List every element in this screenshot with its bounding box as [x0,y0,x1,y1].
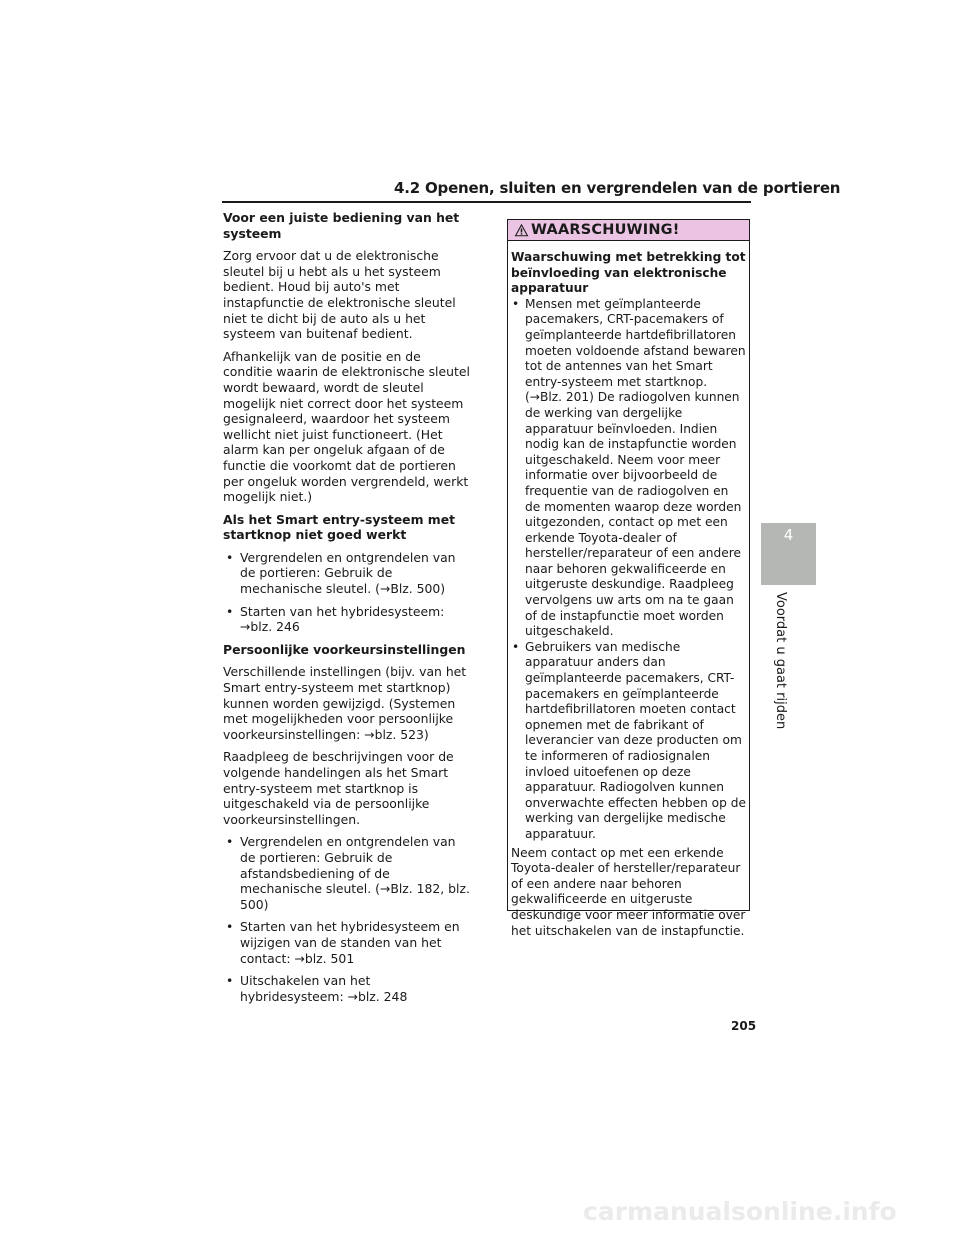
list-item-text: Starten van het hybridesysteem: →blz. 246 [240,603,445,635]
bullet-marker: • [512,296,520,311]
list-item [511,640,746,843]
list-item-text: Vergrendelen en ontgrendelen van de portieren: Gebruik de mechanische sleutel. (→Blz. 500) [240,549,456,597]
warning-triangle-icon [514,223,529,237]
page-number: 205 [731,1019,757,1033]
warning-header [508,220,749,241]
list-item-text: Mensen met geïmplanteerde pacemakers, CRT-pacemakers of geïmplanteerde hartdefibrillatoren moeten voldoende afstand bewaren tot de antennes van het Smart entry-systeem met startknop. (→Blz. 201) De radiogolven kunnen de werking van dergelijke apparatuur beïnvloeden. Indien nodig kan de instapfunctie worden uitgeschakeld. Neem voor meer informatie over bijvoorbeeld de frequentie van de radiogolven en de momenten waarop deze worden uitgezonden, contact op met een erkende Toyota-dealer of hersteller/reparateur of een andere naar behoren gekwalificeerde en uitgeruste deskundige. Raadpleeg vervolgens uw arts om na te gaan of de instapfunctie moet worden uitgeschakeld. [525,296,746,639]
heading-system-malfunction: Als het Smart entry-systeem met startknop niet goed werkt [223,511,456,543]
chapter-label: Voordat u gaat rijden [773,592,788,730]
list-item-text: Starten van het hybridesysteem en wijzigen van de standen van het contact: →blz. 501 [240,919,460,966]
list-item [223,550,473,597]
warning-box [507,219,750,938]
bullet-marker: • [226,603,234,619]
paragraph-key-position: Afhankelijk van de positie en de conditie waarin de elektronische sleutel wordt bewaard, wordt de sleutel mogelijk niet correct door het systeem gesignaleerd, waardoor het systeem wellicht niet juist functioneert. (Het alarm kan per ongeluk afgaan of de functie die voorkomt dat de portieren per ongeluk worden vergrendeld, werkt mogelijk niet.) [223,348,470,505]
list-item-text: Uitschakelen van het hybridesysteem: →blz. 248 [240,973,408,1004]
header-rule [222,201,751,203]
warning-title: WAARSCHUWING! [531,222,680,238]
paragraph-settings-reference: Raadpleeg de beschrijvingen voor de volgende handelingen als het Smart entry-systeem met startknop is uitgeschakeld via de persoonlijke voorkeursinstellingen. [223,749,454,827]
warning-body [508,241,749,939]
paragraph-settings-change: Verschillende instellingen (bijv. van het Smart entry-systeem met startknop) kunnen worden gewijzigd. (Systemen met mogelijkheden voor persoonlijke voorkeursinstellingen: →blz. 523) [223,664,467,742]
bullet-marker: • [226,834,234,850]
list-item-text: Vergrendelen en ontgrendelen van de portieren: Gebruik de afstandsbediening of de mechanische sleutel. (→Blz. 182, blz. 500) [240,834,470,912]
bullet-marker: • [226,973,234,989]
section-title: 4.2 Openen, sluiten en vergrendelen van de portieren [394,179,841,197]
warning-closing: Neem contact op met een erkende Toyota-dealer of hersteller/reparateur of een andere naar behoren gekwalificeerde en uitgeruste deskundige voor meer informatie over het uitschakelen van de instapfunctie. [511,845,746,938]
list-item [223,604,473,635]
watermark: carmanualsonline.info [583,1197,897,1226]
bullet-marker: • [226,549,234,565]
list-item-text: Gebruikers van medische apparatuur anders dan geïmplanteerde pacemakers, CRT-pacemakers en geïmplanteerde hartdefibrillatoren moeten contact opnemen met de fabrikant of leverancier van deze producten om te informeren of radiosignalen invloed uitoefenen op deze apparatuur. Radiogolven kunnen onverwachte effecten hebben op de werking van dergelijke medische apparatuur. [525,639,746,841]
list-item [223,973,473,1004]
paragraph-key-distance: Zorg ervoor dat u de elektronische sleutel bij u hebt als u het systeem bedient. Houd bij auto's met instapfunctie de elektronische sleutel niet te dicht bij de auto als u het systeem van buitenaf bedient. [223,248,456,342]
left-column [223,210,473,1011]
list-item [511,297,746,640]
warning-heading: Waarschuwing met betrekking tot beïnvloeding van elektronische apparatuur [511,250,746,296]
list-item [223,834,473,912]
chapter-number: 4 [783,526,794,544]
bullet-marker: • [226,919,234,935]
bullet-marker: • [512,639,520,654]
list-item [223,919,473,966]
heading-correct-operation: Voor een juiste bediening van het systeem [223,210,460,241]
heading-personal-settings: Persoonlijke voorkeursinstellingen [223,641,466,657]
